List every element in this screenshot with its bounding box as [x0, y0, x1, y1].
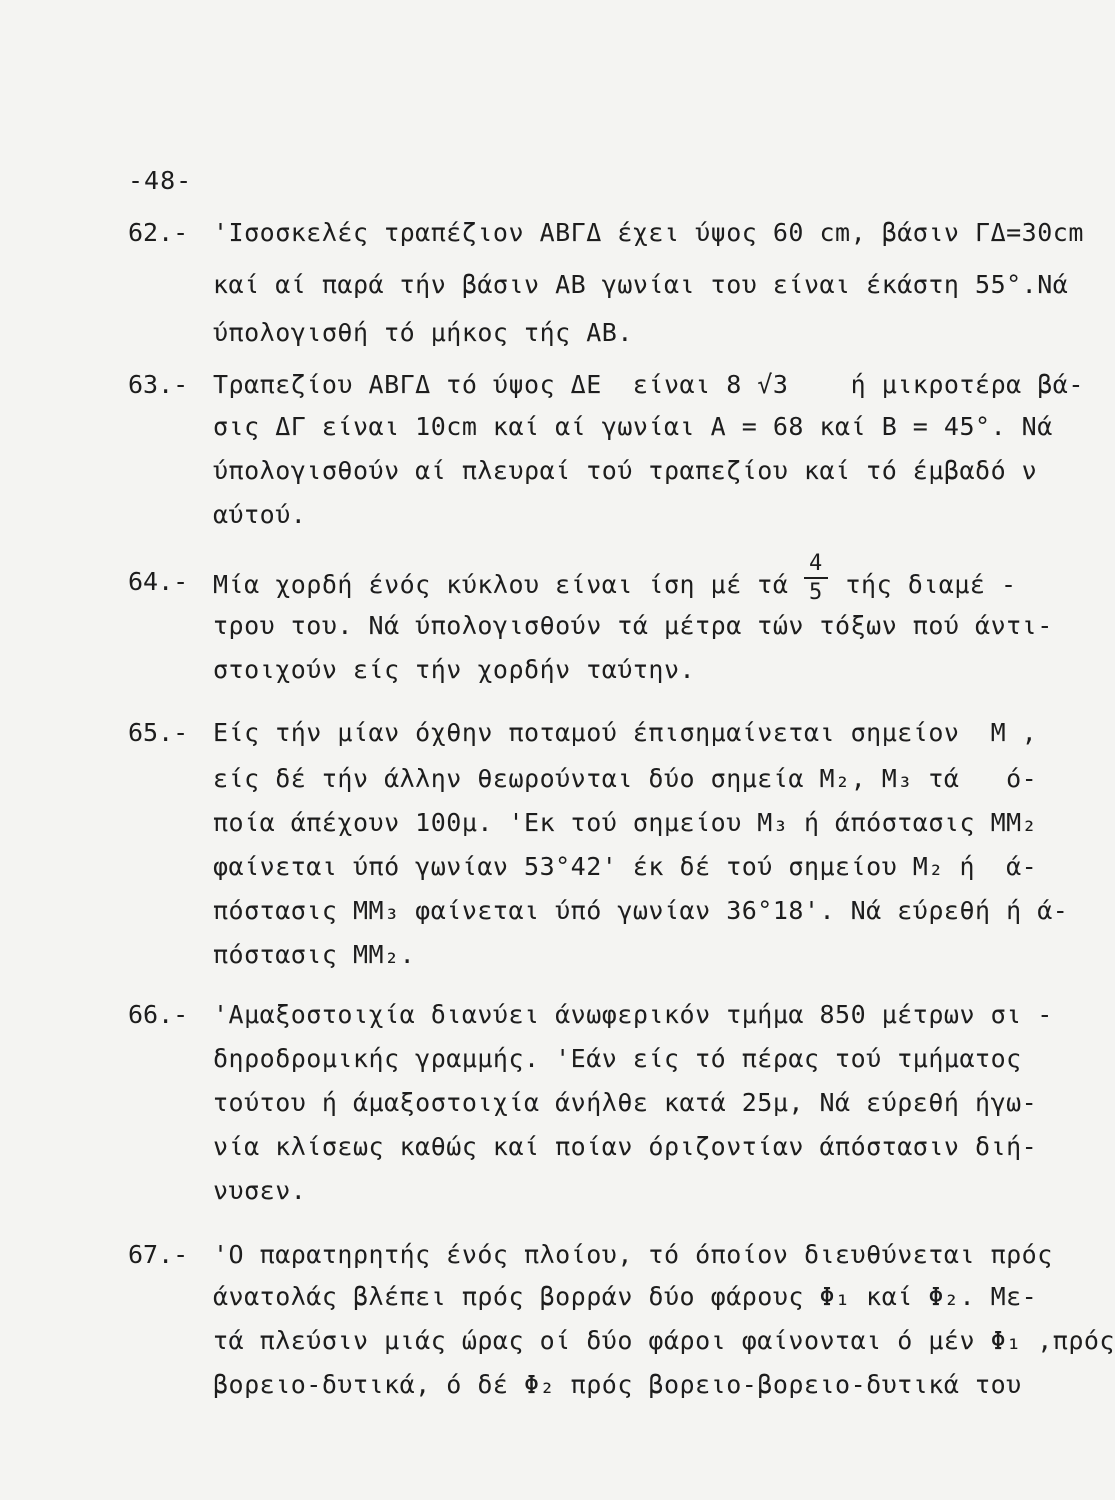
problem-line: Είς τήν μίαν όχθην ποταμού έπισημαίνεται σημείον Μ , [213, 718, 1038, 747]
problem-number: 64.- [128, 567, 189, 596]
problem-line: είς δέ τήν άλλην θεωρούνται δύο σημεία Μ₂, Μ₃ τά ό- [213, 764, 1038, 793]
problem-line: 'Αμαξοστοιχία διανύει άνωφερικόν τμήμα 850 μέτρων σι - [213, 1000, 1053, 1029]
problem-line: ύπολογισθούν αί πλευραί τού τραπεζίου καί τό έμβαδό ν [213, 456, 1038, 485]
page-number: -48- [128, 166, 193, 195]
problem-line: Τραπεζίου ΑΒΓΔ τό ύψος ΔΕ είναι 8 √3 ή μικροτέρα βά- [213, 370, 1084, 399]
fraction-bar [804, 577, 828, 579]
problem-line: τούτου ή άμαξοστοιχία άνήλθε κατά 25μ, Νά εύρεθή ήγω- [213, 1088, 1038, 1117]
problem-line: πόστασις ΜΜ₃ φαίνεται ύπό γωνίαν 36°18'. Νά εύρεθή ή ά- [213, 896, 1069, 925]
problem-line: βορειο-δυτικά, ό δέ Φ₂ πρός βορειο-βορειο-δυτικά του [213, 1370, 1022, 1399]
problem-line: καί αί παρά τήν βάσιν ΑΒ γωνίαι του είναι έκάστη 55°.Νά [213, 270, 1069, 299]
problem-text: τής διαμέ - [829, 570, 1017, 599]
problem-line: ποία άπέχουν 100μ. 'Εκ τού σημείου Μ₃ ή άπόστασις ΜΜ₂ [213, 808, 1038, 837]
problem-line: αύτού. [213, 500, 307, 529]
fraction-numerator: 4 [808, 551, 823, 576]
problem-number: 67.- [128, 1240, 189, 1269]
problem-line: νία κλίσεως καθώς καί ποίαν όριζοντίαν άπόστασιν διή- [213, 1132, 1038, 1161]
problem-number: 65.- [128, 718, 189, 747]
fraction-denominator: 5 [808, 580, 823, 605]
problem-number: 63.- [128, 370, 189, 399]
problem-line: ύπολογισθή τό μήκος τής ΑΒ. [213, 318, 633, 347]
problem-line: άνατολάς βλέπει πρός βορράν δύο φάρους Φ₁ καί Φ₂. Με- [213, 1282, 1038, 1311]
problem-text: Μία χορδή ένός κύκλου είναι ίση μέ τά [213, 570, 804, 599]
problem-number: 62.- [128, 218, 189, 247]
problem-line: δηροδρομικής γραμμής. 'Εάν είς τό πέρας τού τμήματος [213, 1044, 1022, 1073]
problem-line [213, 551, 1017, 605]
problem-line: φαίνεται ύπό γωνίαν 53°42' έκ δέ τού σημείου Μ₂ ή ά- [213, 852, 1038, 881]
problem-number: 66.- [128, 1000, 189, 1029]
problem-line: νυσεν. [213, 1176, 307, 1205]
fraction [804, 551, 830, 605]
problem-line: 'Ο παρατηρητής ένός πλοίου, τό όποίον διευθύνεται πρός [213, 1240, 1053, 1269]
problem-line: στοιχούν είς τήν χορδήν ταύτην. [213, 655, 696, 684]
problem-line: σις ΔΓ είναι 10cm καί αί γωνίαι Α = 68 καί Β = 45°. Νά [213, 412, 1053, 441]
problem-line: τρου του. Νά ύπολογισθούν τά μέτρα τών τόξων πού άντι- [213, 611, 1053, 640]
problem-line: 'Ισοσκελές τραπέζιον ΑΒΓΔ έχει ύψος 60 cm, βάσιν ΓΔ=30cm [213, 218, 1084, 247]
problem-line: πόστασις ΜΜ₂. [213, 940, 416, 969]
problem-line: τά πλεύσιν μιάς ώρας οί δύο φάροι φαίνονται ό μέν Φ₁ ,πρός [213, 1326, 1115, 1355]
